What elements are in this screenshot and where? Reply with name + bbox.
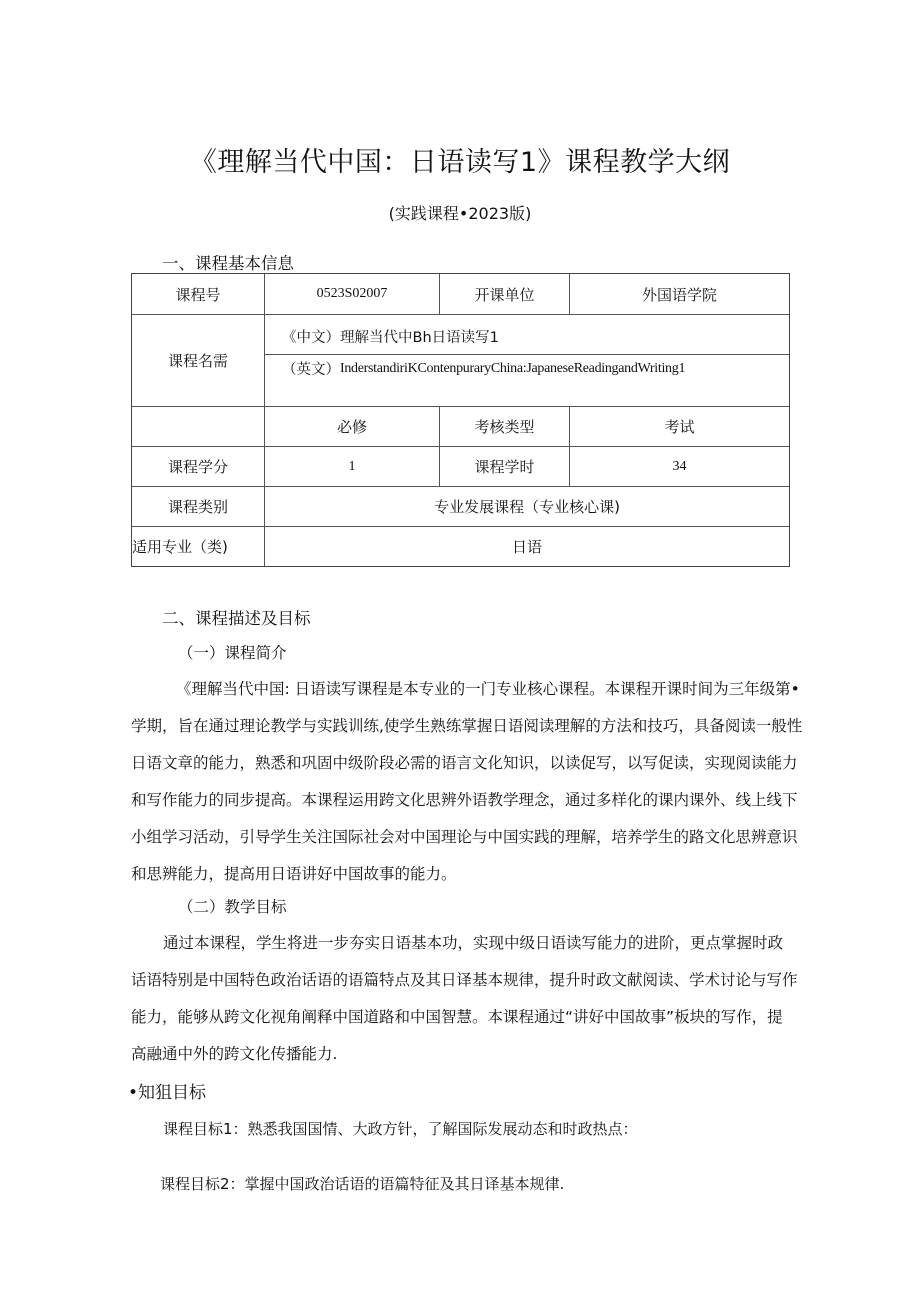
- section-heading-basic-info: 一、课程基本信息: [162, 254, 294, 273]
- assessment-value: 考试: [664, 418, 695, 436]
- course-name-cn-prefix: 《中文）: [282, 330, 340, 346]
- knowledge-goals-heading: •知狙目标: [128, 1083, 207, 1103]
- paragraph-line: 和思辨能力，提高用日语讲好中国故事的能力。: [131, 865, 457, 883]
- course-intro-paragraph: [131, 671, 803, 893]
- paragraph-line: 话语特别是中国特色政治话语的语篇特点及其日译基本规律，提升时政文献阅读、学术讨论与写作: [131, 971, 798, 989]
- course-name-en: [282, 358, 685, 379]
- course-code-label: 课程号: [175, 285, 221, 304]
- course-name-en-prefix: （英文）: [282, 362, 340, 378]
- document-subtitle: (实践课程•2023版): [388, 204, 532, 223]
- hours-value: 34: [672, 458, 687, 474]
- required-value: 必修: [336, 418, 367, 436]
- course-name-cn-text: 理解当代中Bh日语读写1: [340, 330, 499, 346]
- paragraph-line: 通过本课程，学生将进一步夯实日语基本功，实现中级日语读写能力的进阶，更点掌握时政: [163, 934, 784, 952]
- paragraph-line: 日语文章的能力，熟悉和巩固中级阶段必需的语言文化知识，以读促写，以写促读，实现阅读能力: [131, 754, 798, 772]
- course-goal-2: 课程目标2：掌握中国政治话语的语篇特征及其日译基本规律.: [160, 1175, 565, 1193]
- major-label: 适用专业（类): [132, 538, 228, 556]
- paragraph-line: 和写作能力的同步提高。本课程运用跨文化思辨外语教学理念，通过多样化的课内课外、线上线下: [131, 791, 798, 809]
- assessment-label: 考核类型: [474, 418, 535, 436]
- major-value: 日语: [511, 538, 542, 556]
- section-heading-description: 二、课程描述及目标: [162, 609, 311, 628]
- teaching-objectives-paragraph: [131, 925, 796, 1073]
- course-name-cn: [282, 326, 499, 347]
- subheading-course-intro: （一）课程简介: [178, 644, 287, 662]
- category-label: 课程类别: [167, 498, 228, 516]
- course-code-value: 0523S02007: [316, 286, 388, 301]
- course-name-en-text: InderstandiriKContenpuraryChina:JapaneseReadingandWriting1: [340, 360, 686, 376]
- department-label: 开课单位: [474, 285, 535, 304]
- category-value: 专业发展课程（专业核心课): [434, 498, 620, 516]
- paragraph-line: 学期，旨在通过理论教学与实践训练,使学生熟练掌握日语阅读理解的方法和技巧，具备阅读一般性: [131, 717, 803, 735]
- hours-label: 课程学时: [474, 458, 535, 476]
- credits-label: 课程学分: [167, 458, 228, 476]
- course-info-table: [131, 273, 790, 567]
- required-label: [132, 407, 264, 446]
- course-goal-1: 课程目标1：熟悉我国国情、大政方针，了解国际发展动态和时政热点：: [163, 1120, 638, 1138]
- paragraph-line: 《理解当代中国: 日语读写课程是本专业的一门专业核心课程。本课程开课时间为三年级第•: [176, 680, 800, 698]
- document-title: 《理解当代中国：日语读写1》课程教学大纲: [189, 147, 731, 178]
- credits-value: 1: [348, 458, 356, 474]
- course-name-label: 课程名需: [167, 352, 228, 370]
- paragraph-line: 能力，能够从跨文化视角阐释中国道路和中国智慧。本课程通过“讲好中国故事”板块的写作，提: [131, 1008, 783, 1026]
- paragraph-line: 高融通中外的跨文化传播能力.: [131, 1045, 338, 1063]
- department-value: 外国语学院: [641, 285, 717, 304]
- table-subrow-divider: [264, 354, 789, 355]
- subheading-teaching-objectives: （二）教学目标: [178, 898, 287, 916]
- paragraph-line: 小组学习活动，引导学生关注国际社会对中国理论与中国实践的理解，培养学生的路文化思辨意识: [131, 828, 798, 846]
